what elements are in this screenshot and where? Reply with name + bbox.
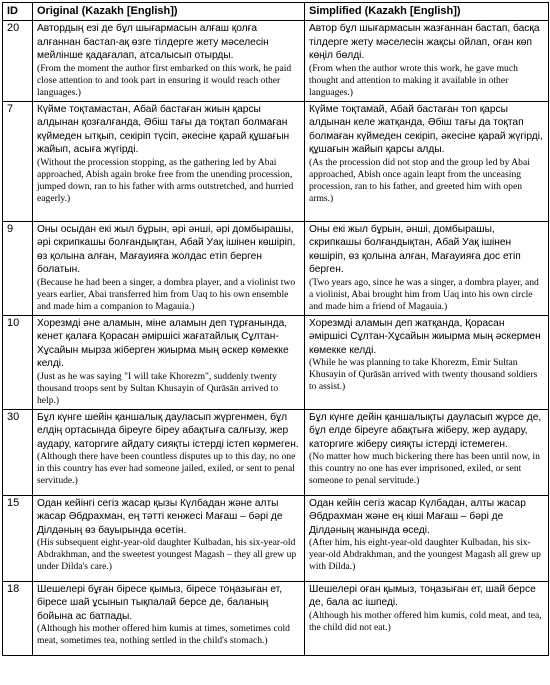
simplified-kazakh-text: Автор бұл шығармасын жазғаннан бастап, басқа тілдерге жету мәселесін жақсы ойлап, оған көп көңіл бөлді. — [309, 23, 540, 61]
simplified-english-text: (As the procession did not stop and the group led by Abai approached, Abish once again leapt from the unceasing procession, ran to his father, and greeted him with open arms.) — [309, 156, 530, 204]
simplified-kazakh-text: Оны екі жыл бұрын, әнші, домбырашы, скрипкашы болғандықтан, Абай Уақ ішінен көшіріп, өз қолына алған, Мағауияға дос етіп берген. — [309, 223, 521, 275]
simplified-cell — [305, 581, 549, 655]
original-kazakh-text: Оны осыдан екі жыл бұрын, әрі әнші, әрі домбырашы, әрі скрипкашы болғандықтан, Абай Уақ ішінен көшіріп, өз қолына алған, Мағауияға жолдас етіп берген болатын. — [37, 223, 296, 275]
simplified-cell — [305, 409, 549, 495]
original-english-text: (Although his mother offered him kumis at times, sometimes cold meat, sometimes tea, nothing settled in the child's stomach.) — [37, 623, 290, 646]
simplified-kazakh-text: Шешелері оған қымыз, тоңазыған ет, шай берсе де, бала ас ішпеді. — [309, 583, 536, 608]
original-cell — [33, 581, 305, 655]
simplified-cell — [305, 221, 549, 315]
row-id: 30 — [3, 409, 33, 495]
simplified-cell — [305, 21, 549, 102]
simplified-english-text: (Although his mother offered him kumis, cold meat, and tea, the child did not eat.) — [309, 609, 542, 633]
table-row — [3, 101, 549, 221]
header-original: Original (Kazakh [English]) — [33, 3, 305, 21]
original-cell — [33, 409, 305, 495]
original-cell — [33, 315, 305, 409]
original-english-text: (His subsequent eight-year-old daughter Kulbadan, his six-year-old Abdrakhman, and the sweetest youngest Magash – they all grew up under Dilda's care.) — [37, 537, 297, 572]
original-kazakh-text: Автордың езі де бұл шығармасын алғаш қолға алғаннан бастап-ақ өзге тілдерге жету мәселесін мейлінше қадағалап, атсалысып отырды. — [37, 23, 269, 61]
row-id: 20 — [3, 21, 33, 102]
simplified-english-text: (Two years ago, since he was a singer, a dombra player, and a violinist, Abai brought him from Uaq into his own circle and made him a friend of Magauia.) — [309, 276, 539, 312]
simplified-kazakh-text: Күйме тоқтамай, Абай бастаған топ қарсы алдынан келе жатқанда, Әбіш тағы да тоқтап болмаған күймеден секіріп, әкесіне қарай жүгірді, құшағын жайып қарсы алды. — [309, 103, 543, 155]
simplified-english-text: (After him, his eight-year-old daughter Kulbadan, his six-year-old Abdrakhman, and the youngest Magash all grew up with Dilda.) — [309, 537, 541, 572]
original-english-text: (Just as he was saying "I will take Khorezm", suddenly twenty thousand troops sent by Sultan Khusayin of Qurāsān arrived to help.) — [37, 370, 279, 406]
table-row — [3, 409, 549, 495]
simplified-cell — [305, 101, 549, 221]
header-row — [3, 3, 549, 21]
row-id: 15 — [3, 495, 33, 581]
table-row — [3, 21, 549, 102]
simplified-english-text: (No matter how much bickering there has been until now, in this country no one has ever imprisoned, exiled, or sent someone to penal servitude.) — [309, 451, 540, 486]
simplified-english-text: (From when the author wrote this work, he gave much thought and attention to making it available in other languages.) — [309, 62, 518, 98]
original-cell — [33, 221, 305, 315]
header-id: ID — [3, 3, 33, 21]
original-kazakh-text: Бұл күнге шейін қаншалық дауласып жүргенмен, бұл елдің ортасында біреуге біреу абақтыға салғызу, жер аудару, каторгиге айдату сияқты істерді істеп көрмеген. — [37, 411, 299, 450]
row-id: 18 — [3, 581, 33, 655]
simplified-kazakh-text: Одан кейін сегіз жасар Күлбадан, алты жасар Əбдрахман жəне ең кіші Мағаш – бəрі де Ділдəның жанында өседі. — [309, 497, 526, 536]
simplified-cell — [305, 495, 549, 581]
table-row — [3, 221, 549, 315]
original-kazakh-text: Одан кейінгі сегіз жасар қызы Күлбадан жəне алты жасар Əбдрахман, ең тəтті кенжесі Мағаш – бəрі де Ділдəның өз бауырында өсетін. — [37, 497, 283, 536]
row-id: 10 — [3, 315, 33, 409]
simplified-kazakh-text: Бұл күнге дейін қаншалықты дауласып жүрсе де, бұл елде біреуге абақтыға жіберу, жер аудару, каторгиге жіберу сияқты істерді істемеген. — [309, 411, 542, 450]
original-kazakh-text: Күйме тоқтамастан, Абай бастаған жиын қарсы алдынан қозғалғанда, Әбіш тағы да тоқтап болмаған күймеден ытқып, секіріп түсіп, әкесіне қарай құшағын жайып, асыға жүгірді. — [37, 103, 290, 155]
table-row — [3, 581, 549, 655]
original-english-text: (Without the procession stopping, as the gathering led by Abai approached, Abish again broke free from the unending procession, jumped down, ran to his father with arms outstretched, and hurried eagerly.) — [37, 156, 294, 204]
table-row — [3, 315, 549, 409]
row-id: 9 — [3, 221, 33, 315]
simplified-english-text: (While he was planning to take Khorezm, Emir Sultan Khusayin of Qurāsān arrived with twenty thousand soldiers to assist.) — [309, 357, 538, 392]
simplified-kazakh-text: Хорезмді аламын деп жатқанда, Қорасан əміршісі Сұлтан-Хұсайын жиырма мың əскермен көмекке келді. — [309, 317, 541, 356]
original-kazakh-text: Хорезмді əне аламын, міне аламын деп тұрғанында, кенет қалаға Қорасан əміршісі жағатайлық Сұлтан-Хұсайын мырза жіберген жиырма мың əскер көмекке келді. — [37, 317, 289, 369]
row-id: 7 — [3, 101, 33, 221]
original-cell — [33, 101, 305, 221]
simplified-cell — [305, 315, 549, 409]
original-kazakh-text: Шешелері бұған біресе қымыз, біресе тоңазыған ет, біресе шай ұсынып тықпалай берсе де, баланың бойына ас батпады. — [37, 583, 283, 622]
original-english-text: (Because he had been a singer, a dombra player, and a violinist two years earlier, Abai transferred him from Uaq to his own ensemble and made him a companion to Magauia.) — [37, 276, 296, 312]
original-cell — [33, 495, 305, 581]
original-english-text: (From the moment the author first embarked on this work, he paid close attention to and took part in ensuring it would reach other languages.) — [37, 62, 292, 98]
original-english-text: (Although there have been countless disputes up to this day, no one in this country has ever had someone jailed, exiled, or sent to penal servitude.) — [37, 451, 296, 486]
table-row — [3, 495, 549, 581]
comparison-table — [2, 2, 549, 656]
original-cell — [33, 21, 305, 102]
header-simplified: Simplified (Kazakh [English]) — [305, 3, 549, 21]
